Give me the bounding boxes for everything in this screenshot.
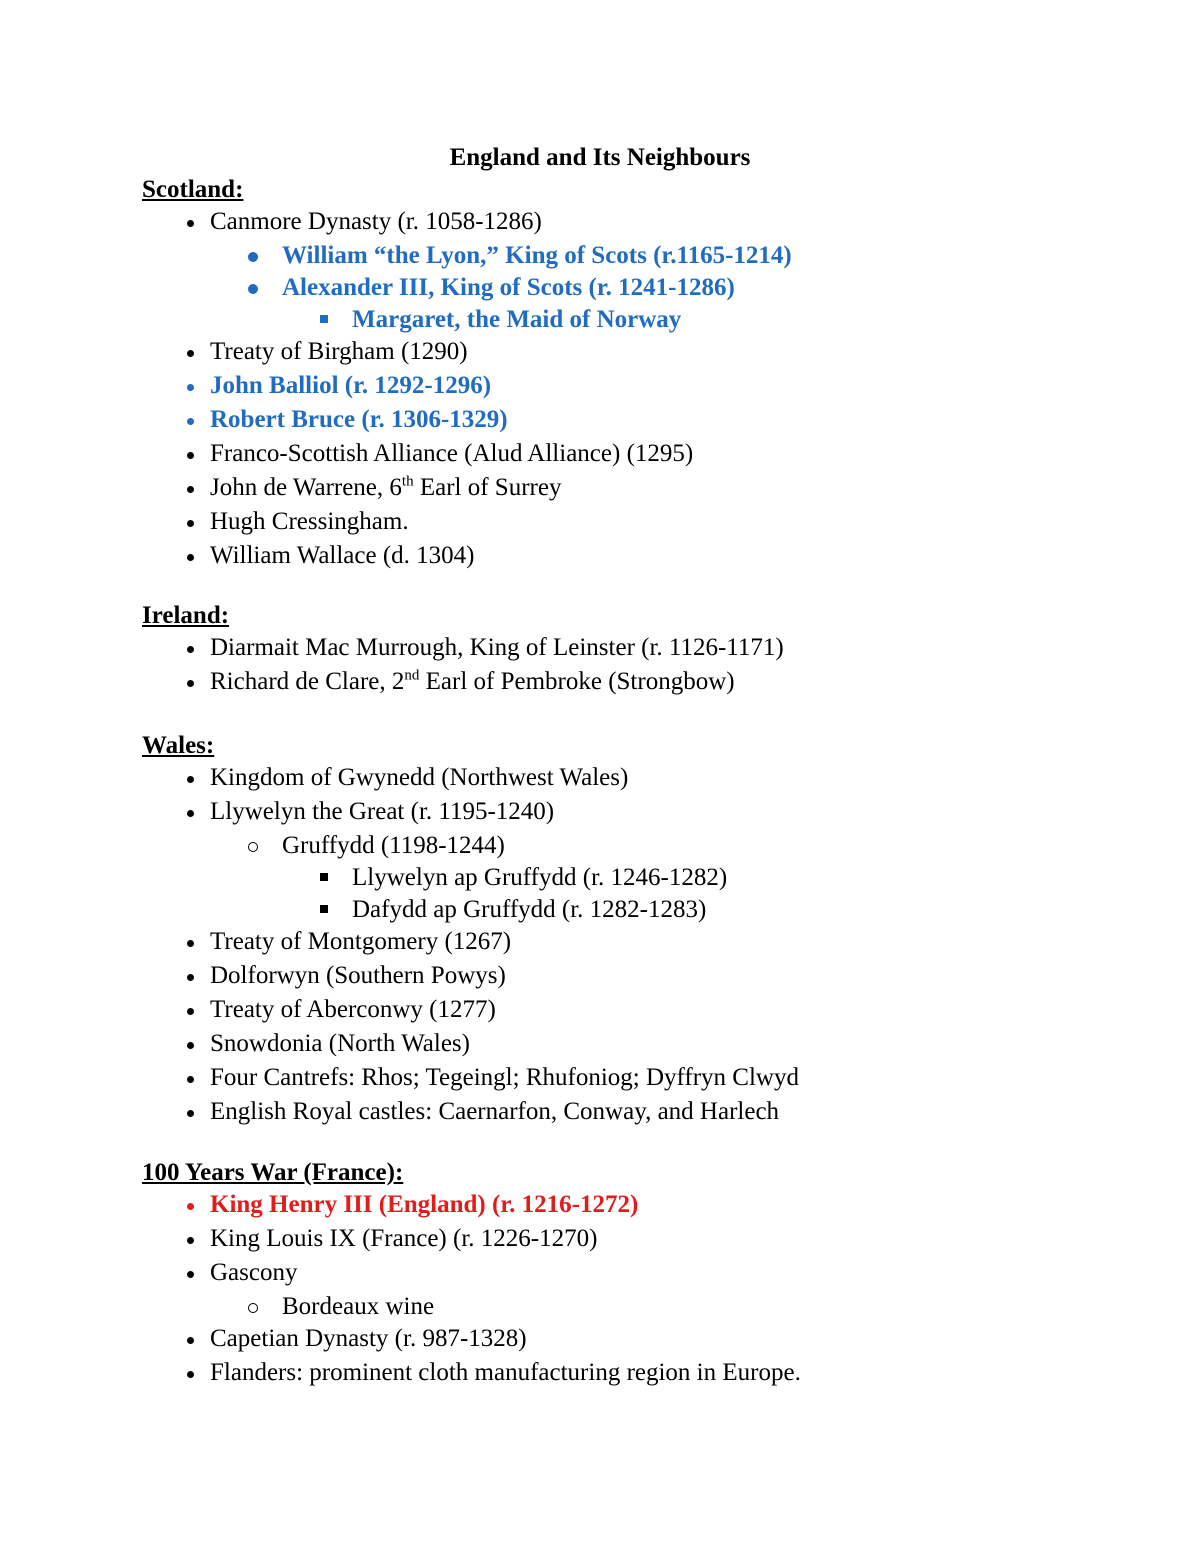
list-item: Snowdonia (North Wales)	[142, 1028, 1142, 1062]
list-item: Kingdom of Gwynedd (Northwest Wales)	[142, 762, 1142, 796]
list-item: Treaty of Montgomery (1267)	[142, 926, 1142, 960]
section-france	[142, 1157, 1142, 1391]
list-item: Franco-Scottish Alliance (Alud Alliance) (1295)	[142, 438, 1142, 472]
bullet-icon	[187, 520, 194, 527]
bullet-icon	[187, 680, 194, 687]
list-item: Flanders: prominent cloth manufacturing region in Europe.	[142, 1357, 1142, 1391]
list-item: Alexander III, King of Scots (r. 1241-1286)	[142, 272, 1142, 304]
bullet-icon	[187, 810, 194, 817]
hollow-bullet-icon	[248, 1303, 258, 1313]
bullet-icon	[187, 1237, 194, 1244]
bullet-icon	[187, 1337, 194, 1344]
bullet-icon	[187, 1008, 194, 1015]
list-item: Hugh Cressingham.	[142, 506, 1142, 540]
list-item: Treaty of Birgham (1290)	[142, 336, 1142, 370]
section-heading-wales: Wales:	[142, 732, 215, 759]
section-scotland	[142, 174, 1142, 574]
bullet-icon	[187, 1042, 194, 1049]
list-item: Capetian Dynasty (r. 987-1328)	[142, 1323, 1142, 1357]
square-bullet-icon	[320, 905, 328, 913]
bullet-icon	[187, 486, 194, 493]
bullet-icon	[187, 1271, 194, 1278]
scotland-list	[142, 206, 1142, 574]
list-item: Llywelyn the Great (r. 1195-1240)	[142, 796, 1142, 830]
list-item: William “the Lyon,” King of Scots (r.1165-1214)	[142, 240, 1142, 272]
list-item: Bordeaux wine	[142, 1291, 1142, 1323]
bullet-icon	[187, 940, 194, 947]
bullet-icon	[187, 974, 194, 981]
bullet-icon	[187, 220, 194, 227]
list-item: King Louis IX (France) (r. 1226-1270)	[142, 1223, 1142, 1257]
bullet-icon	[187, 350, 194, 357]
list-item: William Wallace (d. 1304)	[142, 540, 1142, 574]
bullet-icon	[187, 1076, 194, 1083]
list-item: John Balliol (r. 1292-1296)	[142, 370, 1142, 404]
page-title: England and Its Neighbours	[449, 144, 751, 171]
list-item: Diarmait Mac Murrough, King of Leinster (r. 1126-1171)	[142, 632, 1142, 666]
section-heading-france: 100 Years War (France):	[142, 1159, 404, 1186]
list-item: Gruffydd (1198-1244)	[142, 830, 1142, 862]
section-heading-scotland: Scotland:	[142, 176, 244, 203]
list-item: Canmore Dynasty (r. 1058-1286)	[142, 206, 1142, 240]
bullet-icon	[187, 554, 194, 561]
hollow-bullet-icon	[248, 284, 258, 294]
wales-list	[142, 762, 1142, 1130]
bullet-icon	[187, 776, 194, 783]
list-item: John de Warrene, 6th Earl of Surrey	[142, 472, 1142, 506]
bullet-icon	[187, 1203, 194, 1210]
section-ireland	[142, 600, 1142, 700]
section-wales	[142, 730, 1142, 1130]
list-item: Treaty of Aberconwy (1277)	[142, 994, 1142, 1028]
list-item: Richard de Clare, 2nd Earl of Pembroke (Strongbow)	[142, 666, 1142, 700]
list-item: Dafydd ap Gruffydd (r. 1282-1283)	[142, 894, 1142, 926]
list-item: English Royal castles: Caernarfon, Conway, and Harlech	[142, 1096, 1142, 1130]
bullet-icon	[187, 452, 194, 459]
bullet-icon	[187, 1371, 194, 1378]
list-item: Llywelyn ap Gruffydd (r. 1246-1282)	[142, 862, 1142, 894]
square-bullet-icon	[320, 315, 328, 323]
square-bullet-icon	[320, 873, 328, 881]
list-item: Four Cantrefs: Rhos; Tegeingl; Rhufoniog; Dyffryn Clwyd	[142, 1062, 1142, 1096]
list-item: Dolforwyn (Southern Powys)	[142, 960, 1142, 994]
hollow-bullet-icon	[248, 252, 258, 262]
france-list	[142, 1189, 1142, 1391]
bullet-icon	[187, 646, 194, 653]
bullet-icon	[187, 384, 194, 391]
bullet-icon	[187, 1110, 194, 1117]
list-item: Robert Bruce (r. 1306-1329)	[142, 404, 1142, 438]
hollow-bullet-icon	[248, 842, 258, 852]
section-heading-ireland: Ireland:	[142, 602, 230, 629]
list-item: Margaret, the Maid of Norway	[142, 304, 1142, 336]
list-item: King Henry III (England) (r. 1216-1272)	[142, 1189, 1142, 1223]
ireland-list	[142, 632, 1142, 700]
bullet-icon	[187, 418, 194, 425]
list-item: Gascony	[142, 1257, 1142, 1291]
